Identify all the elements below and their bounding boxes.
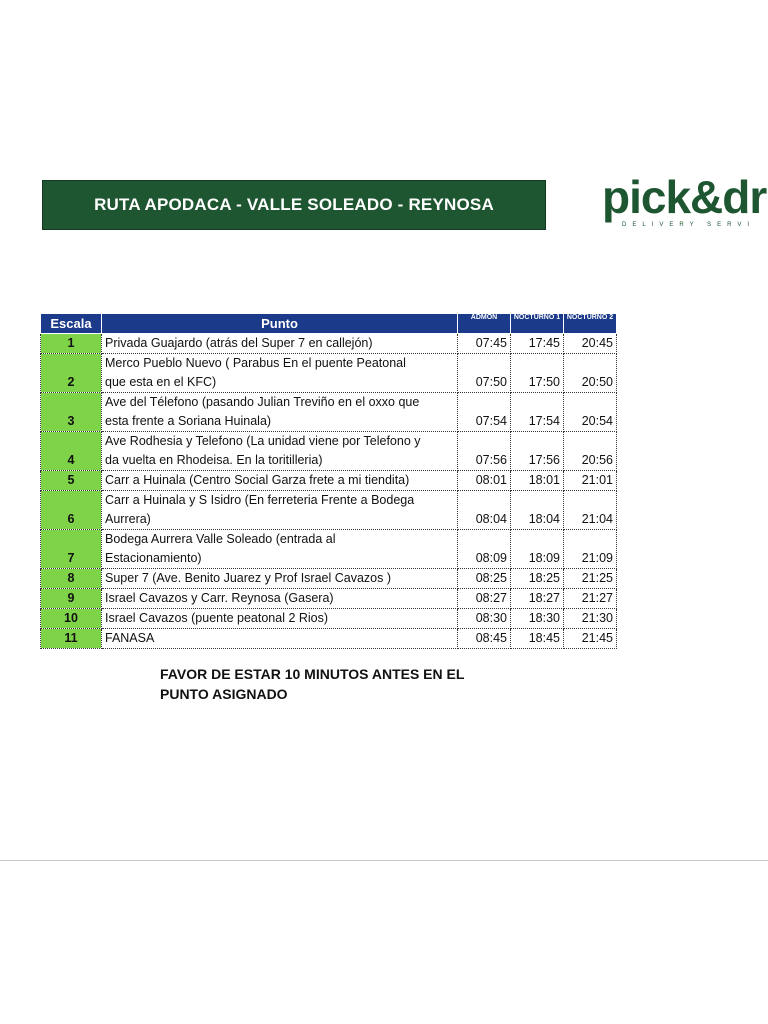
table-row <box>41 334 617 354</box>
admon-time-cell: 08:45 <box>458 629 511 649</box>
table-row <box>41 609 617 629</box>
nocturno-1-time-cell: 18:09 <box>511 530 564 569</box>
table-body <box>41 334 617 649</box>
header-escala: Escala <box>41 314 102 334</box>
nocturno-1-time-cell: 18:25 <box>511 569 564 589</box>
nocturno-2-time-cell: 20:50 <box>564 354 617 393</box>
arrival-note: FAVOR DE ESTAR 10 MINUTOS ANTES EN EL PUNTO ASIGNADO <box>160 666 465 702</box>
logo-tagline: DELIVERY SERVI <box>622 222 756 228</box>
table-row <box>41 569 617 589</box>
nocturno-2-time-cell: 21:25 <box>564 569 617 589</box>
punto-cell: Israel Cavazos y Carr. Reynosa (Gasera) <box>102 589 458 609</box>
nocturno-2-time-cell: 21:09 <box>564 530 617 569</box>
table-row <box>41 393 617 432</box>
admon-time-cell: 08:30 <box>458 609 511 629</box>
table-header-row <box>41 314 617 334</box>
page-divider <box>0 860 768 861</box>
table-row <box>41 471 617 491</box>
punto-cell: Carr a Huinala y S Isidro (En ferreteria Frente a Bodega Aurrera) <box>102 491 458 530</box>
nocturno-2-time-cell: 20:45 <box>564 334 617 354</box>
nocturno-1-time-cell: 18:01 <box>511 471 564 491</box>
admon-time-cell: 08:01 <box>458 471 511 491</box>
table-row <box>41 629 617 649</box>
nocturno-1-time-cell: 18:27 <box>511 589 564 609</box>
nocturno-1-time-cell: 17:54 <box>511 393 564 432</box>
punto-cell: Bodega Aurrera Valle Soleado (entrada al Estacionamiento) <box>102 530 458 569</box>
nocturno-1-time-cell: 18:04 <box>511 491 564 530</box>
admon-time-cell: 08:04 <box>458 491 511 530</box>
nocturno-2-time-cell: 21:45 <box>564 629 617 649</box>
table-row <box>41 491 617 530</box>
punto-cell: Carr a Huinala (Centro Social Garza frete a mi tiendita) <box>102 471 458 491</box>
table-row <box>41 432 617 471</box>
route-title: RUTA APODACA - VALLE SOLEADO - REYNOSA <box>94 195 494 214</box>
nocturno-1-time-cell: 17:45 <box>511 334 564 354</box>
header-nocturno-1: NOCTURNO 1 <box>511 314 564 334</box>
logo-wordmark: pick&dr <box>602 176 767 223</box>
header-punto: Punto <box>102 314 458 334</box>
nocturno-1-time-cell: 17:56 <box>511 432 564 471</box>
nocturno-2-time-cell: 21:30 <box>564 609 617 629</box>
header-admon: ADMÓN <box>458 314 511 334</box>
punto-cell: Israel Cavazos (puente peatonal 2 Rios) <box>102 609 458 629</box>
nocturno-2-time-cell: 21:01 <box>564 471 617 491</box>
punto-cell: Merco Pueblo Nuevo ( Parabus En el puente Peatonal que esta en el KFC) <box>102 354 458 393</box>
escala-cell: 10 <box>41 609 102 629</box>
nocturno-2-time-cell: 20:56 <box>564 432 617 471</box>
escala-cell: 5 <box>41 471 102 491</box>
table-row <box>41 589 617 609</box>
escala-cell: 1 <box>41 334 102 354</box>
nocturno-2-time-cell: 21:04 <box>564 491 617 530</box>
nocturno-2-time-cell: 20:54 <box>564 393 617 432</box>
route-title-banner <box>42 180 546 230</box>
escala-cell: 4 <box>41 432 102 471</box>
punto-cell: Privada Guajardo (atrás del Super 7 en callejón) <box>102 334 458 354</box>
brand-logo <box>602 176 768 236</box>
admon-time-cell: 08:25 <box>458 569 511 589</box>
punto-cell: Ave del Télefono (pasando Julian Treviño en el oxxo que esta frente a Soriana Huinala) <box>102 393 458 432</box>
admon-time-cell: 07:45 <box>458 334 511 354</box>
nocturno-1-time-cell: 17:50 <box>511 354 564 393</box>
nocturno-2-time-cell: 21:27 <box>564 589 617 609</box>
escala-cell: 7 <box>41 530 102 569</box>
admon-time-cell: 08:27 <box>458 589 511 609</box>
escala-cell: 2 <box>41 354 102 393</box>
admon-time-cell: 08:09 <box>458 530 511 569</box>
escala-cell: 9 <box>41 589 102 609</box>
admon-time-cell: 07:54 <box>458 393 511 432</box>
escala-cell: 6 <box>41 491 102 530</box>
punto-cell: Ave Rodhesia y Telefono (La unidad viene por Telefono y da vuelta en Rhodeisa. En la toritilleria) <box>102 432 458 471</box>
header-nocturno-2: NOCTURNO 2 <box>564 314 617 334</box>
escala-cell: 8 <box>41 569 102 589</box>
nocturno-1-time-cell: 18:30 <box>511 609 564 629</box>
admon-time-cell: 07:50 <box>458 354 511 393</box>
table-row <box>41 354 617 393</box>
punto-cell: Super 7 (Ave. Benito Juarez y Prof Israel Cavazos ) <box>102 569 458 589</box>
table-row <box>41 530 617 569</box>
admon-time-cell: 07:56 <box>458 432 511 471</box>
escala-cell: 3 <box>41 393 102 432</box>
route-schedule-table <box>40 313 617 649</box>
escala-cell: 11 <box>41 629 102 649</box>
nocturno-1-time-cell: 18:45 <box>511 629 564 649</box>
punto-cell: FANASA <box>102 629 458 649</box>
